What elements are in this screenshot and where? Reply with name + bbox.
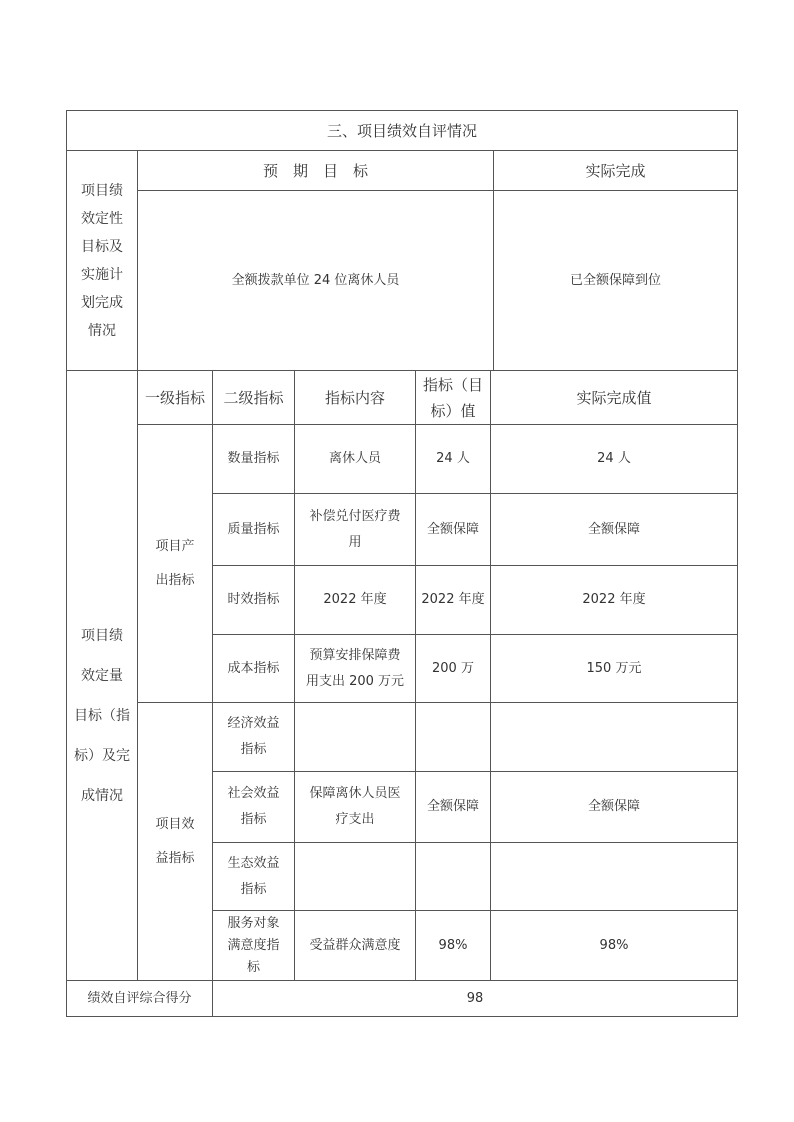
indicator-actual: 24 人: [597, 451, 631, 466]
indicator-target: 全额保障: [426, 799, 479, 814]
header-target: 指标（目标）值: [422, 375, 483, 420]
level2-indicator: 质量指标: [227, 521, 280, 537]
indicator-actual: [491, 703, 737, 771]
indicator-actual: 全额保障: [587, 799, 640, 814]
border-right: [737, 110, 738, 1016]
row-label-line: 成情况: [81, 787, 123, 804]
indicator-content: 离休人员: [328, 451, 381, 466]
indicator-target: [416, 843, 490, 910]
level2-indicator: 生态效益指标: [227, 855, 280, 897]
expected-goal-header: 预 期 目 标: [262, 161, 368, 180]
row-label-line: 项目绩: [81, 627, 123, 644]
indicator-target: 2022 年度: [421, 592, 485, 607]
indicator-content: 2022 年度: [323, 592, 387, 607]
score-value: 98: [466, 990, 484, 1006]
row-label-line: 情况: [88, 322, 116, 339]
header-content: 指标内容: [324, 388, 385, 407]
indicator-content: [295, 703, 415, 771]
level2-indicator: 成本指标: [227, 660, 280, 676]
header-level2: 二级指标: [223, 388, 284, 407]
border-bottom: [66, 1016, 738, 1017]
qualitative-row-label: [67, 151, 137, 370]
indicator-content: 预算安排保障费用支出 200 万元: [305, 647, 405, 689]
row-label-line: 目标及: [81, 238, 123, 255]
level2-indicator: 社会效益指标: [227, 786, 280, 827]
group-benefit-label: 项目效益指标: [155, 816, 195, 866]
row-label-line: 项目绩: [81, 182, 123, 199]
indicator-target: 200 万: [432, 660, 474, 676]
indicator-content: 保障离休人员医疗支出: [309, 786, 401, 827]
level2-indicator: 时效指标: [227, 592, 280, 607]
actual-completion-header: 实际完成: [585, 161, 646, 180]
row-label-line: 划完成: [81, 294, 123, 311]
actual-completion-value: 已全额保障到位: [569, 272, 661, 288]
header-level1: 一级指标: [144, 388, 205, 407]
level2-indicator: 数量指标: [227, 451, 280, 466]
row-label-line: 标）及完: [74, 747, 130, 764]
indicator-target: [416, 703, 490, 771]
section-title: 三、项目绩效自评情况: [326, 121, 477, 140]
level2-indicator: 服务对象满意度指标: [227, 915, 280, 975]
row-label-line: 实施计: [81, 266, 123, 283]
indicator-actual: [491, 843, 737, 910]
header-actual: 实际完成值: [576, 388, 652, 407]
score-label: 绩效自评综合得分: [87, 990, 192, 1006]
indicator-content: 受益群众满意度: [309, 937, 401, 953]
indicator-actual: 98%: [599, 937, 629, 953]
level2-indicator: 经济效益指标: [227, 716, 280, 757]
row-label-line: 效定量: [81, 667, 123, 684]
indicator-content: [295, 843, 415, 910]
indicator-target: 全额保障: [426, 521, 479, 537]
indicator-target: 24 人: [436, 451, 470, 466]
expected-goal-value: 全额拨款单位 24 位离休人员: [231, 272, 400, 288]
indicator-actual: 2022 年度: [582, 592, 646, 607]
indicator-content: 补偿兑付医疗费用: [309, 508, 401, 550]
row-label-line: 效定性: [81, 210, 123, 227]
indicator-actual: 150 万元: [586, 660, 642, 676]
indicator-target: 98%: [438, 937, 468, 953]
group-output-label: 项目产出指标: [155, 538, 195, 588]
quantitative-row-label: [67, 371, 137, 980]
row-label-line: 目标（指: [74, 707, 130, 724]
indicator-actual: 全额保障: [587, 521, 640, 537]
